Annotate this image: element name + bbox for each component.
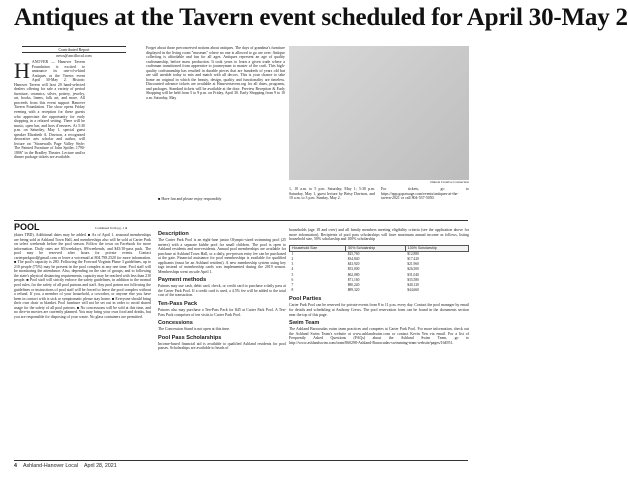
- footer-rule: [14, 460, 468, 461]
- description-text: The Carter Park Pool is an eight-lane junior Olympic-sized swimming pool (25 meters) with a separate kiddie pool for small children. The pool is open to Ashland residents and non-residents. Annual pool memberships are available for purchase at Ashland Town Hall, or a daily, per-person entry fee can be purchased at the gate. Financial assistance for pool memberships is available for qualified applicants (must be an Ashland resident). A new membership system using key tags instead of membership cards was implemented during the 2019 season. Memberships went on sale April 1.: [158, 238, 286, 274]
- story-bullet: ■ Have fun and please enjoy responsibly: [158, 197, 222, 201]
- section-divider: [14, 220, 468, 221]
- story-col2-text: Forget about those preconceived notions about antiques. The days of grandma's furniture displayed in the living room "museum" where no one is allowed to go are over. Antique collecting is affordable and fun for all ages. Antiques represent an age of quality craftsmanship, before mass production. It took years to learn a given trade where a craftsman transitioned from apprentice to journeyman to master of the craft. This high-quality craftsmanship has resulted in durable pieces that are hundreds of years old but are still useable today to mix and match with all decors. This is your chance to take home an original in which the beauty, design, quality and functionality are timeless. Discounted advance tickets are available at Hanovertavern.org for all dates, programs, and packages. Standard tickets will be available at the door. Preview Reception & Early Shopping will be held from 5 to 9 p.m. on Friday, April 30. Early Shopping from 9 to 10 a.m. Saturday, May: [146, 46, 285, 101]
- story-col3-text: 1, 10 a.m. to 5 p.m. Saturday, May 1; 5:30 p.m. Saturday, May 1, guest lecture by Betsy Davison, and 10 a.m. to 3 p.m. Sunday, May 2.: [289, 187, 375, 201]
- scholarship-table: [289, 245, 469, 294]
- pool-col4-top-text: households (age 18 and over) and all family members meeting eligibility criteria (see the application above for more information). Recipients of pool pass scholarships will have maximum annual income as follows, listing household size, 50% scholarship and 100% scholarship: [289, 228, 469, 242]
- table-cell: 4: [291, 267, 294, 272]
- pool-column-2: [158, 228, 286, 459]
- story-column-2: [146, 46, 285, 196]
- story-column-3: [289, 187, 375, 213]
- table-row: [290, 288, 469, 293]
- byline: [14, 46, 134, 58]
- table-cell: 3: [291, 262, 294, 267]
- table-cell: 8: [291, 288, 294, 293]
- concessions-heading: Concessions: [158, 320, 193, 327]
- pool-parties-heading: Pool Parties: [289, 296, 322, 303]
- continued-label: Continued from pg. 1 ●: [95, 226, 128, 230]
- table-header: 100% Scholarship: [405, 245, 468, 251]
- table-cell: 2: [291, 257, 294, 262]
- swim-team-heading: Swim Team: [289, 320, 320, 327]
- table-cell: $25,760: [347, 251, 360, 256]
- scholarships-heading: Pool Pass Scholarships: [158, 334, 222, 341]
- table-cell: $12,880: [407, 251, 419, 256]
- table-cell: 6: [291, 277, 294, 282]
- table-cell: $44,660: [407, 288, 419, 293]
- table-cell: $80,240: [347, 283, 360, 288]
- table-cell: $35,580: [407, 277, 419, 282]
- story-column-1: [14, 60, 85, 216]
- story-column-4: [381, 187, 469, 213]
- pool-column-3: [289, 228, 469, 459]
- payment-heading: Payment methods: [158, 277, 207, 284]
- table-cell: $26,500: [407, 267, 419, 272]
- issue-date: April 28, 2021: [84, 463, 117, 469]
- payment-text: Patrons may use cash, debit card, check, or credit card to purchase a daily pass at the Carter Park Pool. If a credit card is used, a 4.5% fee will be added to the total cost of the transaction.: [158, 284, 286, 298]
- table-cell: $34,840: [347, 257, 360, 262]
- table-cell: $17,420: [407, 257, 419, 262]
- byline-email: news@ancillocal.com: [56, 53, 92, 58]
- page-number: 4: [14, 463, 17, 469]
- pool-col1-text: (dates TBD). Additional dates may be added. ■ As of April 1, seasonal memberships are being sold at Ashland Town Hall, and memberships also will be sold at Carter Park on select weekends before the pool season. Follow the town on Facebook for more information. Daily rates are $5/weekdays, $9/weekends, and $45/10-pass pack. The pool may be reserved after hours for private events. Contact carterparkpool@gmail.com or leave a voicemail at 804.798.2520 for more information. ■ The pool's capacity is 280. Following the Forward Virginia Phase 3 guidelines, up to 210 people (75%) may be present in the pool complex at any one time. Pool staff will be monitoring the attendance. Also, depending on the size of groups, and to following the state's physical distancing requirements, capacity may be reached with less than 210 people. ■ Pool staff will strictly enforce the safety guidelines, in addition to the normal pool rules, for the safety of all pool patrons and staff. Any pool patron not following the guidelines or instructions of pool staff will be forced to leave the pool complex without a refund. If you, a member of your household, a coworker, or anyone else you have been in contact with is sick or symptomatic please stay home. ■ Everyone should bring their own chair or blanket. Pool furniture will not be set out in order to avoid shared usage for the safety of all pool patrons. ■ No concessions will be sold at this time, and no dive-in movies are currently planned. You may bring your own food and drinks, but you are responsible for disposing of your waste. No glass containers are permitted.: [14, 233, 151, 319]
- page-footer: [14, 462, 468, 470]
- table-cell: $53,000: [347, 267, 360, 272]
- paper-name: Ashland-Hanover Local: [22, 463, 79, 469]
- table-cell: 1: [291, 251, 294, 256]
- scholarships-text: Income-based financial aid is available to qualified Ashland residents for pool passes. Scholarships are available to heads of: [158, 341, 286, 351]
- table-header: Household Size: [290, 245, 346, 251]
- table-cell: 5: [291, 272, 294, 277]
- swim-team-text: The Ashland Barracudas swim team practices and competes at Carter Park Pool. For more information, check out the Ashland Swim Team's website at www.ashlandswim.com or contact Kevin Yen via email. For a list of Frequently Asked Questions (FAQs) about the Ashland Swim Team, go to http://www.ashlandswim.com/team/860298-Ashland-Barracudas-swimming-team-website/pages/164951.: [289, 327, 469, 345]
- concessions-text: The Concession Stand is not open at this time.: [158, 327, 231, 332]
- table-cell: $62,080: [347, 272, 360, 277]
- ten-pass-text: Patrons also may purchase a Ten-Pass Pack for $45 at Carter Park Pool. A Ten-Pass Pack comprises of ten visits to Carter Park Pool.: [158, 308, 286, 317]
- table-cell: $89,320: [347, 288, 360, 293]
- table-cell: $43,920: [347, 262, 360, 267]
- pool-parties-text: Carter Park Pool can be reserved for private events from 8 to 11 p.m. every day. Contact the pool manager by email for details and scheduling at Anthony Crews. The pool reservation form can be found in the documents section near the top of this page.: [289, 303, 469, 317]
- photo-credit: Dakota Creative Connection: [430, 180, 469, 184]
- story-col4-text: For tickets, go to https://app.gopassage.com/events/antiques-at-the-tavern-2021 or call 804-537-5050.: [381, 187, 469, 201]
- drop-cap: H: [14, 58, 30, 83]
- pool-heading: POOL: [14, 222, 40, 232]
- headline: Antiques at the Tavern event scheduled for April 30-May 2: [14, 4, 628, 31]
- table-cell: $31,040: [407, 272, 419, 277]
- table-cell: $71,160: [347, 277, 360, 282]
- table-header: 50% Scholarship: [346, 245, 406, 251]
- table-cell: $21,960: [407, 262, 419, 267]
- pool-column-1: [14, 233, 151, 459]
- description-heading: Description: [158, 231, 189, 237]
- event-photo: [289, 46, 469, 180]
- byline-author: Contributed Report: [58, 47, 90, 52]
- table-cell: 7: [291, 283, 294, 288]
- story-col1-text: ANOVER — Hanover Tavern Foundation is excited to announce its one-of-a-kind Antiques at the Tavern event April 30-May 2. Historic Hanover Tavern will host 20 hand-selected dealers offering for sale a variety of period furniture, ceramics, silver, pottery, jewelry, art, books, linens, folk art, and more. All proceeds from this event support Hanover Tavern Foundation. The show opens Friday evening with a reception for these guests who appreciate the opportunity for early shopping in a relaxed setting. There will be music, open bar, and hors d'oeuvres. At 5:30 p.m. on Saturday, May 1, special guest speaker Elizabeth A. Davison, a recognized decorative arts scholar and author, will lecture on "Stonewalls Page Valley Style: The Painted Furniture of John Spitler, 1790-1806" in the Bradley Theater. Lecture and/or dinner package tickets are available.: [14, 60, 85, 160]
- table-cell: $40,120: [407, 283, 419, 288]
- ten-pass-heading: Ten-Pass Pack: [158, 301, 198, 308]
